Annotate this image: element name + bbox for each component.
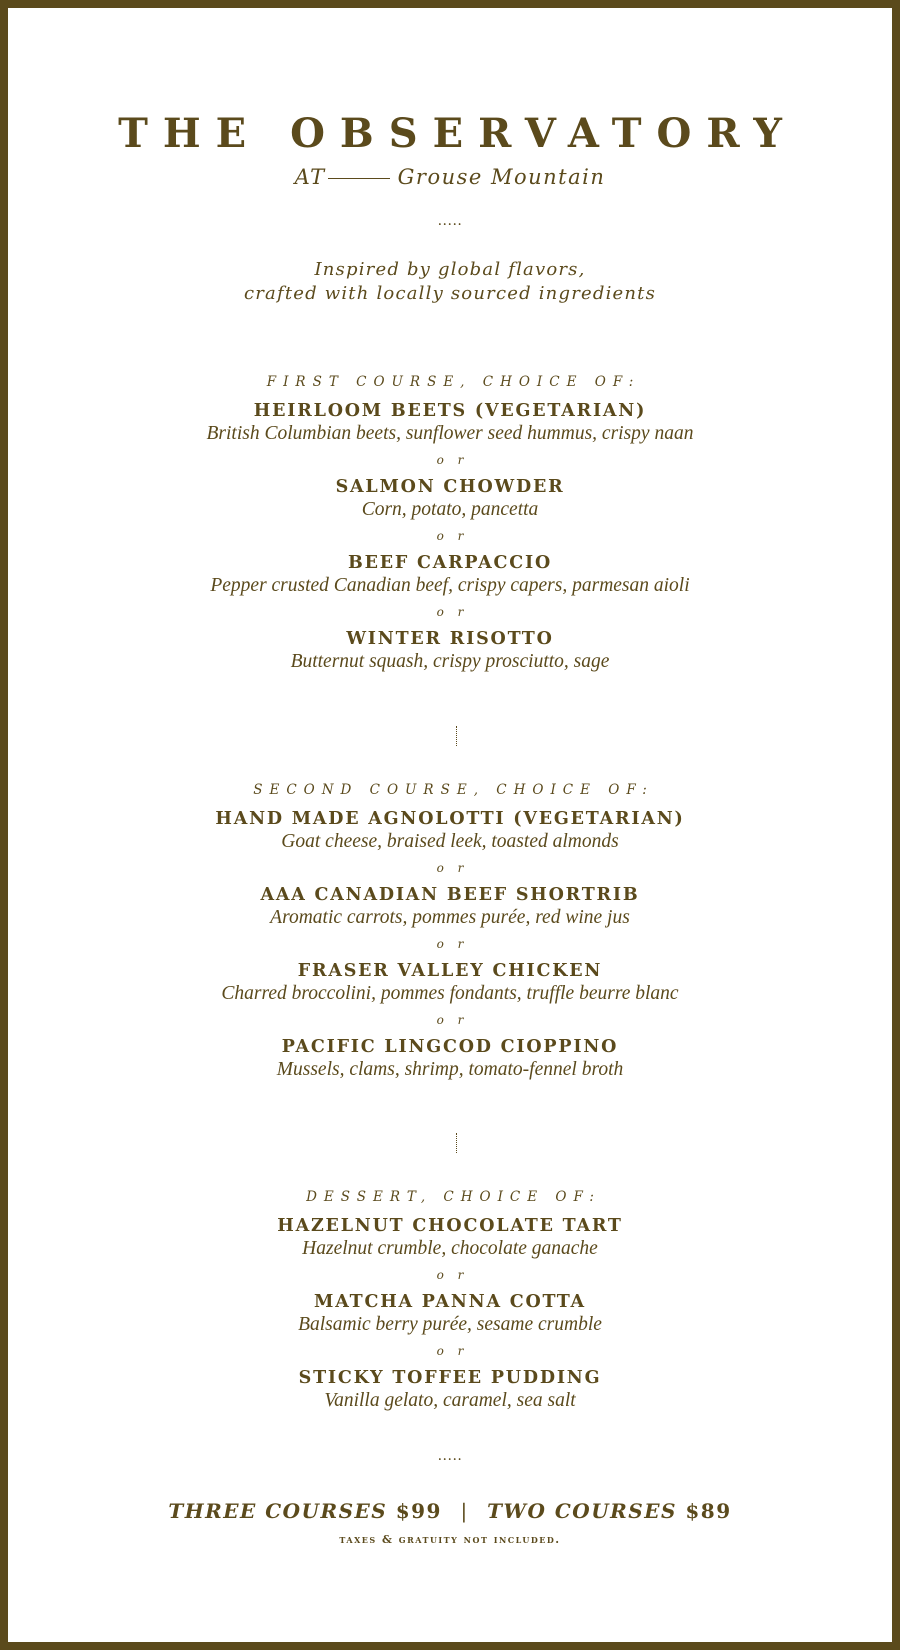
two-courses-price: $89 xyxy=(685,1499,732,1523)
dish-name: HAZELNUT CHOCOLATE TART xyxy=(277,1216,623,1236)
dish-name: PACIFIC LINGCOD CIOPPINO xyxy=(281,1037,619,1057)
dish-description: Corn, potato, pancetta xyxy=(361,499,539,520)
section-heading: FIRST COURSE, CHOICE OF: xyxy=(266,374,641,390)
dish-description: Pepper crusted Canadian beef, crispy capers, parmesan aioli xyxy=(210,575,690,596)
dish-description: Aromatic carrots, pommes purée, red wine jus xyxy=(270,907,630,928)
dish-name: STICKY TOFFEE PUDDING xyxy=(298,1368,602,1388)
dish-name: BEEF CARPACCIO xyxy=(348,553,552,573)
dish-name: FRASER VALLEY CHICKEN xyxy=(297,961,603,981)
dessert-section xyxy=(8,1187,892,1413)
subtitle-at: AT xyxy=(294,165,326,189)
first-course-section xyxy=(8,372,892,674)
dish-description: Balsamic berry purée, sesame crumble xyxy=(298,1314,602,1335)
dish-description: Butternut squash, crispy prosciutto, sage xyxy=(290,651,610,672)
section-divider-dots xyxy=(456,726,457,746)
menu-item xyxy=(8,960,892,1006)
dish-name: WINTER RISOTTO xyxy=(346,629,554,649)
menu-item xyxy=(8,1291,892,1337)
three-courses-price: $99 xyxy=(395,1499,442,1523)
tagline-line-2: crafted with locally sourced ingredients xyxy=(243,283,657,304)
tagline-line-1: Inspired by global flavors, xyxy=(314,259,586,280)
section-heading: SECOND COURSE, CHOICE OF: xyxy=(253,782,654,798)
menu-item xyxy=(8,628,892,674)
dish-name: HEIRLOOM BEETS (VEGETARIAN) xyxy=(253,401,647,421)
subtitle-place: Grouse Mountain xyxy=(397,165,606,189)
dish-description: Hazelnut crumble, chocolate ganache xyxy=(302,1238,598,1259)
footer-ornament: ..... xyxy=(437,1448,463,1464)
restaurant-subtitle xyxy=(8,164,892,190)
or-separator: o r xyxy=(436,1268,469,1282)
menu-item xyxy=(8,400,892,446)
section-heading: DESSERT, CHOICE OF: xyxy=(306,1189,601,1205)
dish-name: HAND MADE AGNOLOTTI (VEGETARIAN) xyxy=(215,809,685,829)
dish-description: British Columbian beets, sunflower seed hummus, crispy naan xyxy=(206,423,694,444)
dish-name: MATCHA PANNA COTTA xyxy=(314,1292,586,1312)
dish-description: Goat cheese, braised leek, toasted almonds xyxy=(281,831,619,852)
dish-description: Charred broccolini, pommes fondants, truffle beurre blanc xyxy=(221,983,679,1004)
three-courses-label: THREE COURSES xyxy=(168,1499,388,1523)
menu-item xyxy=(8,476,892,522)
or-separator: o r xyxy=(436,453,469,467)
pricing-line xyxy=(8,1498,892,1524)
or-separator: o r xyxy=(436,861,469,875)
menu-item xyxy=(8,552,892,598)
or-separator: o r xyxy=(436,937,469,951)
or-separator: o r xyxy=(436,1344,469,1358)
second-course-section xyxy=(8,780,892,1082)
menu-item xyxy=(8,808,892,854)
menu-item xyxy=(8,884,892,930)
menu-item xyxy=(8,1367,892,1413)
header-ornament: ..... xyxy=(437,213,463,229)
dish-description: Vanilla gelato, caramel, sea salt xyxy=(324,1390,576,1411)
menu-item xyxy=(8,1215,892,1261)
dish-name: SALMON CHOWDER xyxy=(335,477,565,497)
dish-name: AAA CANADIAN BEEF SHORTRIB xyxy=(260,885,640,905)
tax-gratuity-note: taxes & gratuity not included. xyxy=(339,1533,561,1546)
subtitle-rule xyxy=(328,178,390,179)
two-courses-label: TWO COURSES xyxy=(487,1499,677,1523)
or-separator: o r xyxy=(436,529,469,543)
pricing-divider: | xyxy=(460,1499,469,1523)
section-divider-dots xyxy=(456,1133,457,1153)
dish-description: Mussels, clams, shrimp, tomato-fennel broth xyxy=(276,1059,624,1080)
restaurant-title: THE OBSERVATORY xyxy=(118,110,797,157)
menu-item xyxy=(8,1036,892,1082)
or-separator: o r xyxy=(436,605,469,619)
tagline xyxy=(8,258,892,306)
or-separator: o r xyxy=(436,1013,469,1027)
